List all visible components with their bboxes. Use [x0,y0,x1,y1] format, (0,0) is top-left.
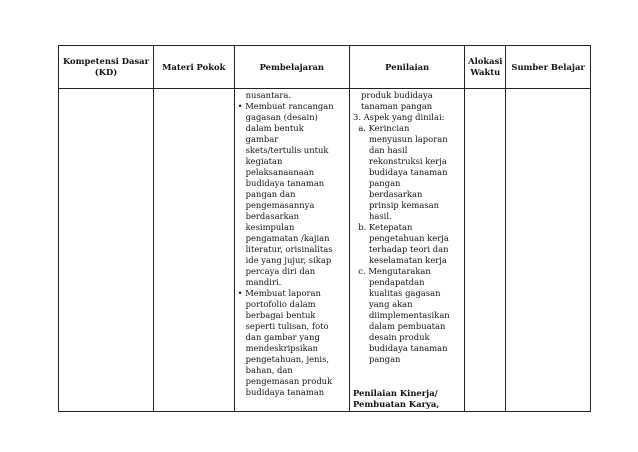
table-row [59,89,591,412]
header-kompetensi-dasar: Kompetensi Dasar (KD) [59,46,154,89]
header-alokasi-waktu: Alokasi Waktu [465,46,506,89]
cell-sumber-belajar [506,89,591,412]
header-penilaian: Penilaian [349,46,464,89]
cell-penilaian [349,89,464,412]
cell-alokasi-waktu [465,89,506,412]
header-pembelajaran: Pembelajaran [234,46,349,89]
header-materi-pokok: Materi Pokok [153,46,234,89]
penilaian-kinerja-heading: Penilaian Kinerja/ Pembuatan Karya, [352,388,440,409]
cell-kompetensi-dasar [59,89,154,412]
header-row [59,46,591,89]
pembelajaran-text: nusantara. • Membuat rancangan gagasan (desain) dalam bentuk gambar skets/tertulis untuk kegiatan pelaksanaanaan budidaya tanaman pangan dan pengemasannya berdasarkan kesimpulan pengamatan /kajian literatur, orisinalitas ide yang jujur, sikap percaya diri dan mandiri. • Membuat laporan portofolio dalam berbagai bentuk seperti tulisan, foto dan gambar yang mendeskripsikan pengetahuan, jenis, bahan, dan pengemasan produk budidaya tanaman [237,90,334,397]
penilaian-text: produk budidaya tanaman pangan 3. Aspek yang dinilai: a. Kerincian menyusun laporan dan hasil rekonstruksi kerja budidaya tanaman pangan berdasarkan prinsip kemasan hasil. b. Ketepatan pengetahuan kerja terhadap teori dan keselamatan kerja c. Mengutarakan pendapatdan kualitas gagasan yang akan diimplementasikan dalam pembuatan desain produk budidaya tanaman pangan [352,90,450,364]
syllabus-table [58,45,591,412]
header-sumber-belajar: Sumber Belajar [506,46,591,89]
cell-materi-pokok [153,89,234,412]
cell-pembelajaran [234,89,349,412]
